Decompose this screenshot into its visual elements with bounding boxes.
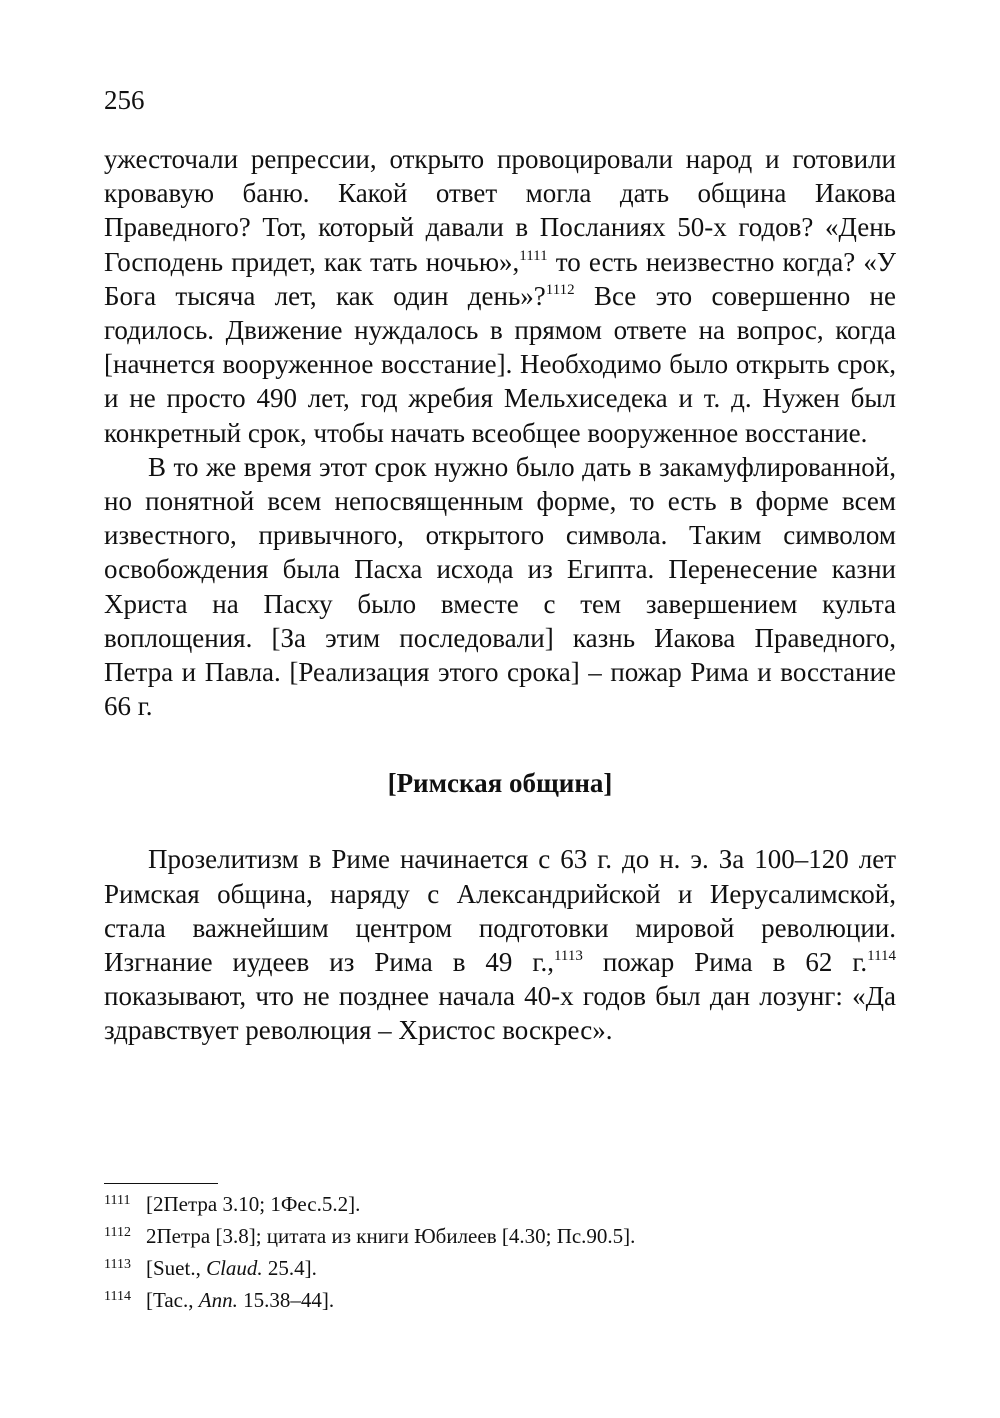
- footnote-1114: [104, 1286, 896, 1318]
- footnote-text-end: 25.4].: [262, 1256, 317, 1280]
- footnote-1111: [104, 1190, 896, 1222]
- main-text: [104, 142, 896, 1048]
- footnote-ref-1112[interactable]: 1112: [545, 281, 575, 298]
- footnote-text: [2Петра 3.10; 1Фес.5.2].: [146, 1192, 361, 1216]
- footnote-1112: [104, 1222, 896, 1254]
- paragraph-1-text-c: Все это совершенно не годилось. Движение нуждалось в прямом ответе на вопрос, когда [начнется вооруженное восстание]. Необходимо было открыть срок, и не просто 490 лет, год жребия Мельхиседека и т. д. Нужен был конкретный срок, чтобы начать всеобщее вооруженное восстание.: [104, 280, 896, 448]
- footnote-text-start: [Suet.,: [146, 1256, 207, 1280]
- paragraph-1: [104, 142, 896, 450]
- section-heading: [Римская община]: [387, 768, 613, 799]
- footnote-text-end: 15.38–44].: [237, 1288, 335, 1312]
- footnote-number: 1113: [104, 1257, 131, 1272]
- footnote-source-title: Ann.: [198, 1288, 238, 1312]
- footnote-text-start: [Tac.,: [146, 1288, 199, 1312]
- paragraph-3-text-c: показывают, что не позднее начала 40-х годов был дан лозунг: «Да здравствует революция – Христос воскрес».: [104, 981, 896, 1046]
- footnote-ref-1111[interactable]: 1111: [519, 247, 548, 264]
- footnote-ref-1114[interactable]: 1114: [867, 948, 897, 965]
- footnote-source-title: Claud.: [206, 1256, 263, 1280]
- footnote-text: [146, 1286, 334, 1314]
- paragraph-3-text-a: Прозелитизм в Риме начинается с 63 г. до н. э. За 100–120 лет Римская община, наряду с Александрийской и Иерусалимской, стала важнейшим центром подготовки мировой революции. Изгнание иудеев из Рима в 49 г.,: [104, 844, 896, 978]
- footnotes: [104, 1190, 896, 1318]
- footnote-number: 1112: [104, 1225, 131, 1240]
- footnote-text: 2Петра [3.8]; цитата из книги Юбилеев [4.30; Пс.90.5].: [146, 1224, 636, 1248]
- footnote-1113: [104, 1254, 896, 1286]
- paragraph-1-text-b: то есть неизвестно когда? «У Бога тысяча лет, как один день»?: [104, 246, 896, 311]
- footnote-text: [146, 1254, 317, 1282]
- footnote-ref-1113[interactable]: 1113: [553, 948, 583, 965]
- paragraph-3-text-b: пожар Рима в 62 г.: [582, 947, 868, 978]
- paragraph-3: [104, 842, 896, 1047]
- footnote-separator: [104, 1183, 218, 1184]
- footnote-number: 1111: [104, 1193, 131, 1208]
- paragraph-1-text-a: ужесточали репрессии, открыто провоцировали народ и готовили кровавую баню. Какой ответ могла дать община Иакова Праведного? Тот, который давали в Посланиях 50-х годов? «День Господень придет, как тать ночью»,: [104, 144, 896, 277]
- footnote-number: 1114: [104, 1289, 131, 1304]
- page-number: 256: [104, 85, 145, 115]
- paragraph-2: В то же время этот срок нужно было дать в закамуфлированной, но понятной всем непосвященным форме, то есть в форме всем известного, привычного, открытого символа. Таким символом освобождения была Пасха исхода из Египта. Перенесение казни Христа на Пасху было вместе с тем завершением культа воплощения. [За этим последовали] казнь Иакова Праведного, Петра и Павла. [Реализация этого срока] – пожар Рима и восстание 66 г.: [104, 451, 896, 722]
